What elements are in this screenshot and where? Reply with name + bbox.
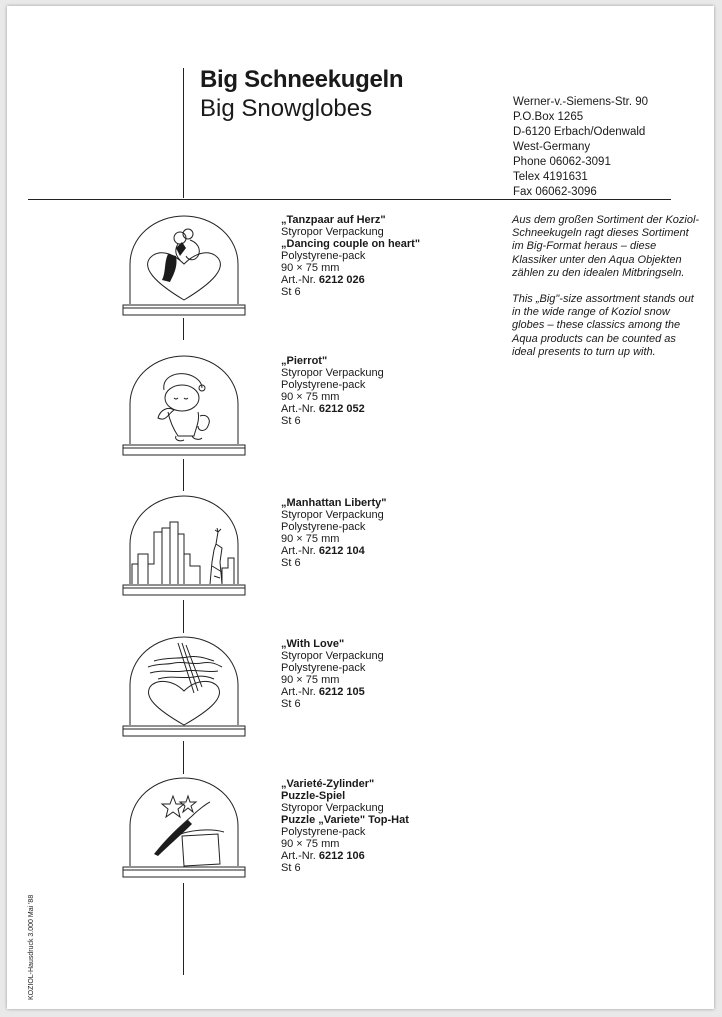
- product-size: 90 × 75 mm: [281, 838, 340, 850]
- description-block: [512, 214, 702, 359]
- product-pack-en: Polystyrene-pack: [281, 826, 366, 838]
- product-name-english: Puzzle „Variete" Top-Hat: [281, 814, 409, 826]
- product-pack-en: Polystyrene-pack: [281, 521, 366, 533]
- page-title-english: Big Snowglobes: [200, 95, 373, 122]
- print-note: KOZIOL-Hausdruck 3.000 Mai '88: [28, 894, 35, 1000]
- product-entry: [281, 638, 384, 710]
- description-english: This „Big"-size assortment stands out in the wide range of Koziol snow globes – these classics among the Aqua products can be counted as ideal presents to turn up with.: [512, 293, 694, 358]
- address-line: West-Germany: [513, 141, 591, 153]
- product-pack-de: Styropor Verpackung: [281, 367, 384, 379]
- address-line: D-6120 Erbach/Odenwald: [513, 126, 646, 138]
- article-label: Art.-Nr.: [281, 403, 316, 415]
- vertical-rule-bottom: [183, 883, 184, 975]
- product-entry: [281, 497, 386, 569]
- product-pack-de: Styropor Verpackung: [281, 509, 384, 521]
- product-entry: [281, 355, 384, 427]
- product-quantity: St 6: [281, 698, 301, 710]
- product-name: „Tanzpaar auf Herz": [281, 214, 386, 226]
- address-line: Phone 06062-3091: [513, 156, 611, 168]
- article-number: 6212 026: [318, 274, 365, 286]
- description-german: Aus dem großen Sortiment der Koziol-Schneekugeln ragt dieses Sortiment im Big-Format heraus – diese Klassiker unter den Aqua Objekten zählen zu den idealen Mitbringseln.: [512, 214, 700, 279]
- product-quantity: St 6: [281, 862, 301, 874]
- vertical-rule-top: [183, 68, 184, 198]
- product-subtitle: Puzzle-Spiel: [281, 790, 346, 802]
- product-size: 90 × 75 mm: [281, 533, 340, 545]
- article-label: Art.-Nr.: [281, 274, 316, 286]
- product-name: „Varieté-Zylinder": [281, 778, 375, 790]
- product-pack-en: Polystyrene-pack: [281, 250, 366, 262]
- company-address: [513, 95, 648, 200]
- product-pack-en: Polystyrene-pack: [281, 662, 366, 674]
- product-pack-de: Styropor Verpackung: [281, 226, 384, 238]
- article-label: Art.-Nr.: [281, 545, 316, 557]
- product-pack-de: Styropor Verpackung: [281, 802, 384, 814]
- address-line: Fax 06062-3096: [513, 186, 597, 198]
- product-size: 90 × 75 mm: [281, 674, 340, 686]
- product-quantity: St 6: [281, 557, 301, 569]
- address-line: Werner-v.-Siemens-Str. 90: [513, 96, 649, 108]
- address-line: P.O.Box 1265: [513, 111, 584, 123]
- article-number: 6212 104: [318, 545, 365, 557]
- product-entry: [281, 214, 420, 298]
- product-pack-en: Polystyrene-pack: [281, 379, 366, 391]
- product-article: [281, 850, 409, 862]
- product-quantity: St 6: [281, 286, 301, 298]
- product-size: 90 × 75 mm: [281, 391, 340, 403]
- article-number: 6212 105: [318, 686, 365, 698]
- product-article: [281, 403, 384, 415]
- product-article: [281, 545, 386, 557]
- connector-line: [183, 318, 184, 340]
- manhattan-skyline-icon: [118, 492, 250, 600]
- product-name-english: „Dancing couple on heart": [281, 238, 421, 250]
- address-line: Telex 4191631: [513, 171, 588, 183]
- connector-line: [183, 741, 184, 774]
- article-number: 6212 106: [318, 850, 365, 862]
- connector-line: [183, 600, 184, 633]
- page-title-german: Big Schneekugeln: [200, 66, 404, 93]
- product-entry: [281, 778, 409, 874]
- product-article: [281, 274, 420, 286]
- article-number: 6212 052: [318, 403, 365, 415]
- connector-line: [183, 459, 184, 491]
- top-hat-icon: [118, 774, 250, 882]
- product-article: [281, 686, 384, 698]
- product-size: 90 × 75 mm: [281, 262, 340, 274]
- product-pack-de: Styropor Verpackung: [281, 650, 384, 662]
- heart-with-cloud-icon: [118, 633, 250, 741]
- pierrot-icon: [118, 352, 250, 460]
- article-label: Art.-Nr.: [281, 686, 316, 698]
- dancing-couple-heart-icon: [118, 212, 250, 320]
- product-name: „Pierrot": [281, 355, 328, 367]
- product-quantity: St 6: [281, 415, 301, 427]
- product-name: „With Love": [281, 638, 345, 650]
- product-name: „Manhattan Liberty": [281, 497, 387, 509]
- article-label: Art.-Nr.: [281, 850, 316, 862]
